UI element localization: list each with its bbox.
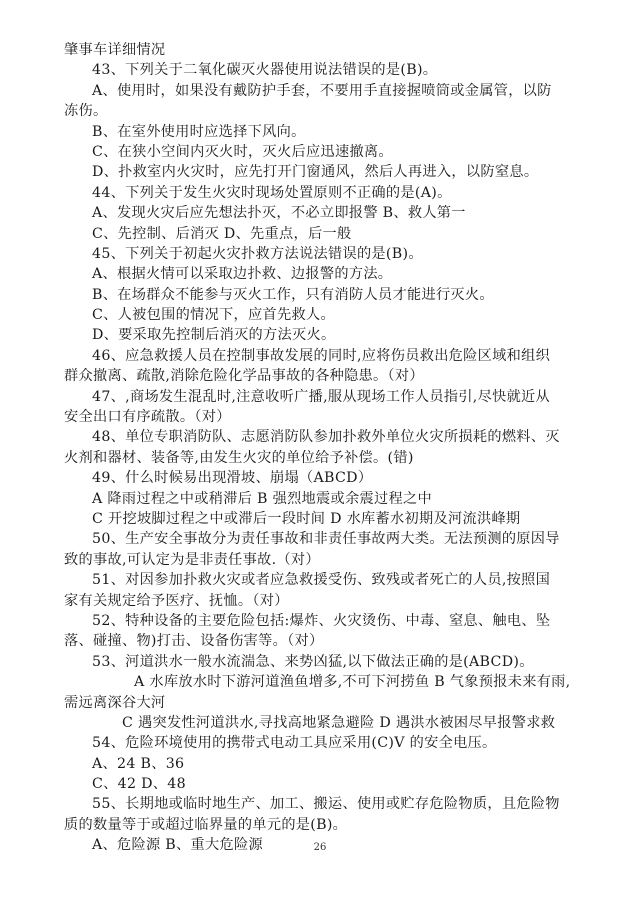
text-line: 群众撤离、疏散,消除危险化学品事故的各种隐患。（对） xyxy=(64,368,424,385)
text-line: B、在场群众不能参与灭火工作，只有消防人员才能进行灭火。 xyxy=(92,286,494,303)
text-line: 55、长期地或临时地生产、加工、搬运、使用或贮存危险物质，且危险物 xyxy=(92,796,560,813)
text-line: A、根据火情可以采取边扑救、边报警的方法。 xyxy=(92,266,393,283)
text-line: 43、下列关于二氧化碳灭火器使用说法错误的是(B)。 xyxy=(92,62,438,79)
text-line: 家有关规定给予医疗、抚恤。（对） xyxy=(64,592,289,609)
text-line: 安全出口有序疏散。（对） xyxy=(64,409,231,426)
text-line: A 水库放水时下游河道渔鱼增多,不可下河捞鱼 B 气象预报未来有雨, xyxy=(134,674,571,691)
text-line: 44、下列关于发生火灾时现场处置原则不正确的是(A)。 xyxy=(92,184,452,201)
text-line: D、要采取先控制后消灭的方法灭火。 xyxy=(92,327,336,344)
text-line: 51、对因参加扑救火灾或者应急救援受伤、致残或者死亡的人员,按照国 xyxy=(92,572,551,589)
text-line: 50、生产安全事故分为责任事故和非责任事故两大类。无法预测的原因导 xyxy=(92,531,560,548)
text-line: A、危险源 B、重大危险源 xyxy=(92,837,263,854)
text-line: 52、特种设备的主要危险包括:爆炸、火灾烫伤、中毒、窒息、触电、坠 xyxy=(92,612,551,629)
text-line: 致的事故,可认定为是非责任事故.（对） xyxy=(64,551,320,568)
text-line: D、扑救室内火灾时，应先打开门窗通风，然后人再进入，以防窒息。 xyxy=(92,164,539,181)
text-line: A、24 B、36 xyxy=(92,755,185,772)
text-line: 47、,商场发生混乱时,注意收听广播,服从现场工作人员指引,尽快就近从 xyxy=(92,388,551,405)
text-line: 53、河道洪水一般水流湍急、来势凶猛,以下做法正确的是(ABCD)。 xyxy=(92,653,534,670)
text-line: C、先控制、后消灭 D、先重点，后一般 xyxy=(92,225,352,242)
text-line: C、42 D、48 xyxy=(92,776,186,793)
text-line: C、在狭小空间内灭火时，灭火后应迅速撤离。 xyxy=(92,143,393,160)
text-line: 46、应急救援人员在控制事故发展的同时,应将伤员救出危险区域和组织 xyxy=(92,347,551,364)
text-line: B、在室外使用时应选择下风向。 xyxy=(92,123,306,140)
text-line: A、发现火灾后应先想法扑灭，不必立即报警 B、救人第一 xyxy=(92,205,466,222)
text-line: C、人被包围的情况下，应首先救人。 xyxy=(92,307,335,324)
text-line: A 降雨过程之中或稍滞后 B 强烈地震或余震过程之中 xyxy=(92,490,432,507)
text-line: 肇事车详细情况 xyxy=(64,42,166,58)
text-line: 48、单位专职消防队、志愿消防队参加扑救外单位火灾所损耗的燃料、灭 xyxy=(92,429,560,446)
text-line: 需远离深谷大河 xyxy=(64,694,166,711)
text-line: 45、下列关于初起火灾扑救方法说法错误的是(B)。 xyxy=(92,245,423,262)
text-line: 冻伤。 xyxy=(64,103,108,120)
page-number: 26 xyxy=(313,842,327,853)
text-line: A、使用时，如果没有戴防护手套，不要用手直接握喷筒或金属管，以防 xyxy=(92,82,552,99)
text-line: C 开挖坡脚过程之中或滞后一段时间 D 水库蓄水初期及河流洪峰期 xyxy=(92,510,521,527)
text-line: 落、碰撞、物)打击、设备伤害等。（对） xyxy=(64,633,324,650)
text-line: 49、什么时候易出现滑坡、崩塌（ABCD） xyxy=(92,470,373,487)
text-line: 质的数量等于或超过临界量的单元的是(B)。 xyxy=(64,816,348,833)
document-body xyxy=(64,40,584,856)
text-line: 火剂和器材、装备等,由发生火灾的单位给予补偿。(错) xyxy=(64,449,414,466)
text-line: C 遇突发性河道洪水,寻找高地紧急避险 D 遇洪水被困尽早报警求救 xyxy=(122,714,556,731)
text-line: 54、危险环境使用的携带式电动工具应采用(C)V 的安全电压。 xyxy=(92,735,497,752)
